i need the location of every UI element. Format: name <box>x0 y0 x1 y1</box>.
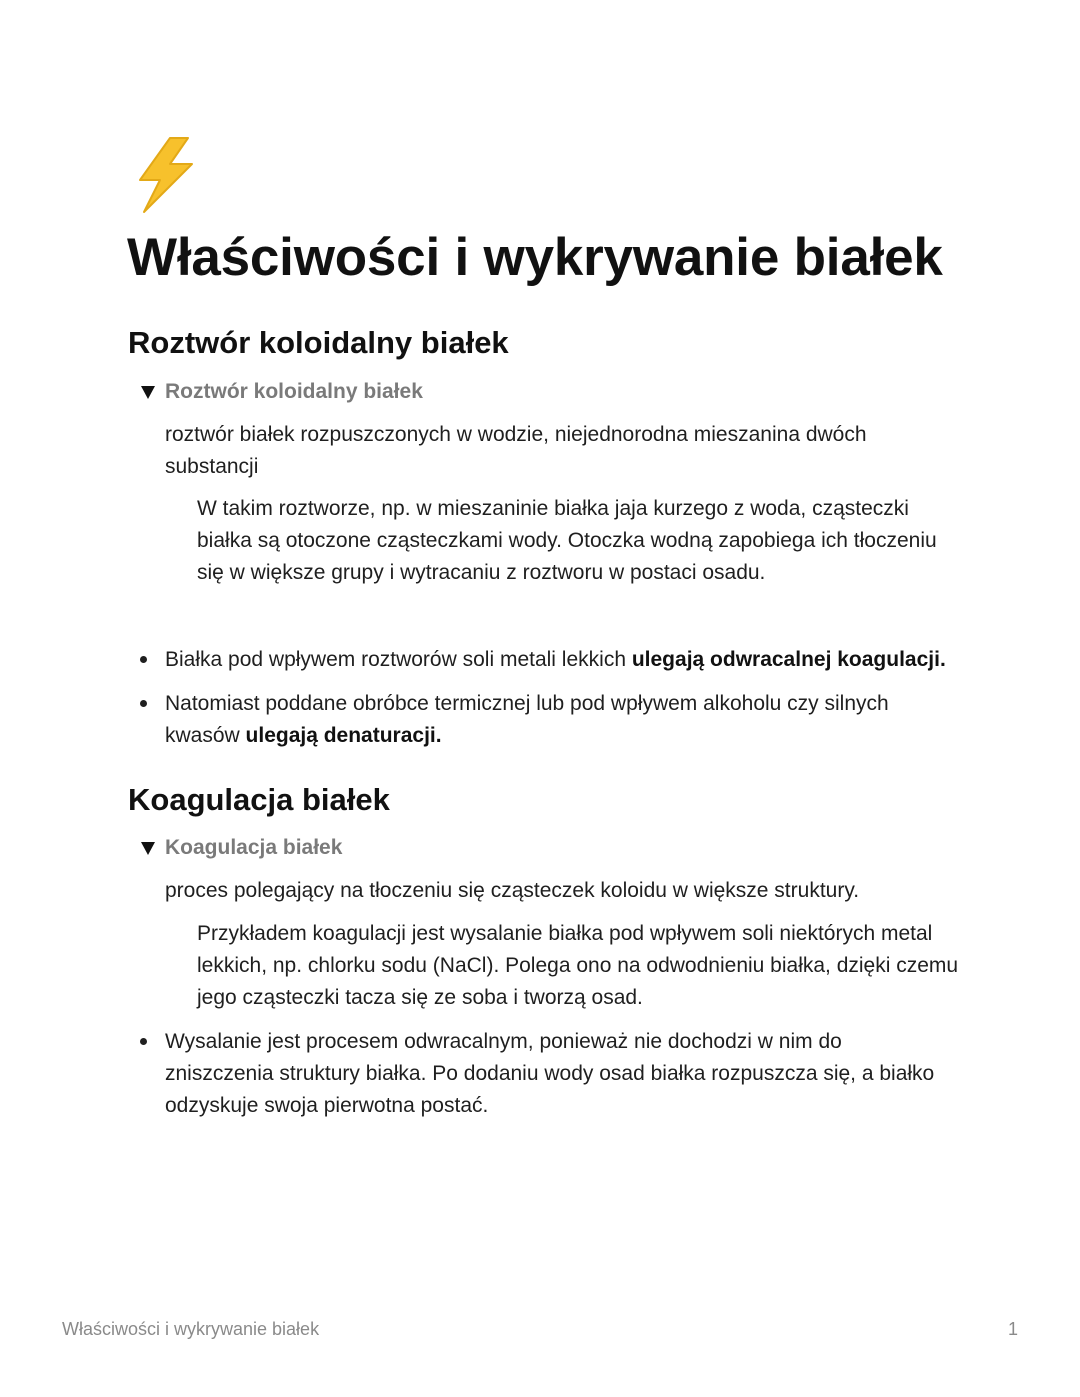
bold-text: ulegają denaturacji. <box>245 724 442 747</box>
toggle-label: Koagulacja białek <box>165 836 343 859</box>
definition-text: roztwór białek rozpuszczonych w wodzie, niejednorodna mieszanina dwóch substancji <box>165 423 867 478</box>
section-heading: Roztwór koloidalny białek <box>128 325 509 360</box>
list-item <box>140 644 970 676</box>
toggle-triangle-icon[interactable] <box>141 842 155 855</box>
bullet-icon <box>140 1038 147 1045</box>
bullet-icon <box>140 700 147 707</box>
detail-text: Przykładem koagulacji jest wysalanie białka pod wpływem soli niektórych metal lekkich, np. chlorku sodu (NaCl). Polega ono na odwodnieniu białka, dzięki czemu jego cząsteczki tacza się ze soba i tworzą osad. <box>197 922 959 1009</box>
footer-title: Właściwości i wykrywanie białek <box>62 1319 320 1339</box>
definition-text: proces polegający na tłoczeniu się cząsteczek koloidu w większe struktury. <box>165 879 860 902</box>
list-item-text: Białka pod wpływem roztworów soli metali lekkich ulegają odwracalnej koagulacji. <box>165 648 946 671</box>
section-heading: Koagulacja białek <box>128 782 390 817</box>
page-title: Właściwości i wykrywanie białek <box>127 228 943 287</box>
list-item-text: Wysalanie jest procesem odwracalnym, ponieważ nie dochodzi w nim do zniszczenia struktury białka. Po dodaniu wody osad białka rozpuszcza się, a białko odzyskuje swoja pierwotna postać. <box>165 1030 935 1117</box>
bullet-icon <box>140 656 147 663</box>
list-item <box>140 688 920 752</box>
toggle-label: Roztwór koloidalny białek <box>165 380 423 403</box>
toggle-triangle-icon[interactable] <box>141 386 155 399</box>
detail-text: W takim roztworze, np. w mieszaninie białka jaja kurzego z woda, cząsteczki białka są otoczone cząsteczkami wody. Otoczka wodną zapobiega ich tłoczeniu się w większe grupy i wytracaniu z roztworu w postaci osadu. <box>197 497 937 584</box>
page-number: 1 <box>1007 1319 1018 1339</box>
toggle-roztwor-koloidalny[interactable] <box>141 380 423 404</box>
bold-text: ulegają odwracalnej koagulacji. <box>631 648 946 671</box>
toggle-koagulacja[interactable] <box>141 836 342 860</box>
list-item-text: Natomiast poddane obróbce termicznej lub pod wpływem alkoholu czy silnych kwasów ulegają denaturacji. <box>165 692 889 747</box>
lightning-bolt-icon <box>130 134 200 214</box>
list-item <box>140 1026 950 1122</box>
